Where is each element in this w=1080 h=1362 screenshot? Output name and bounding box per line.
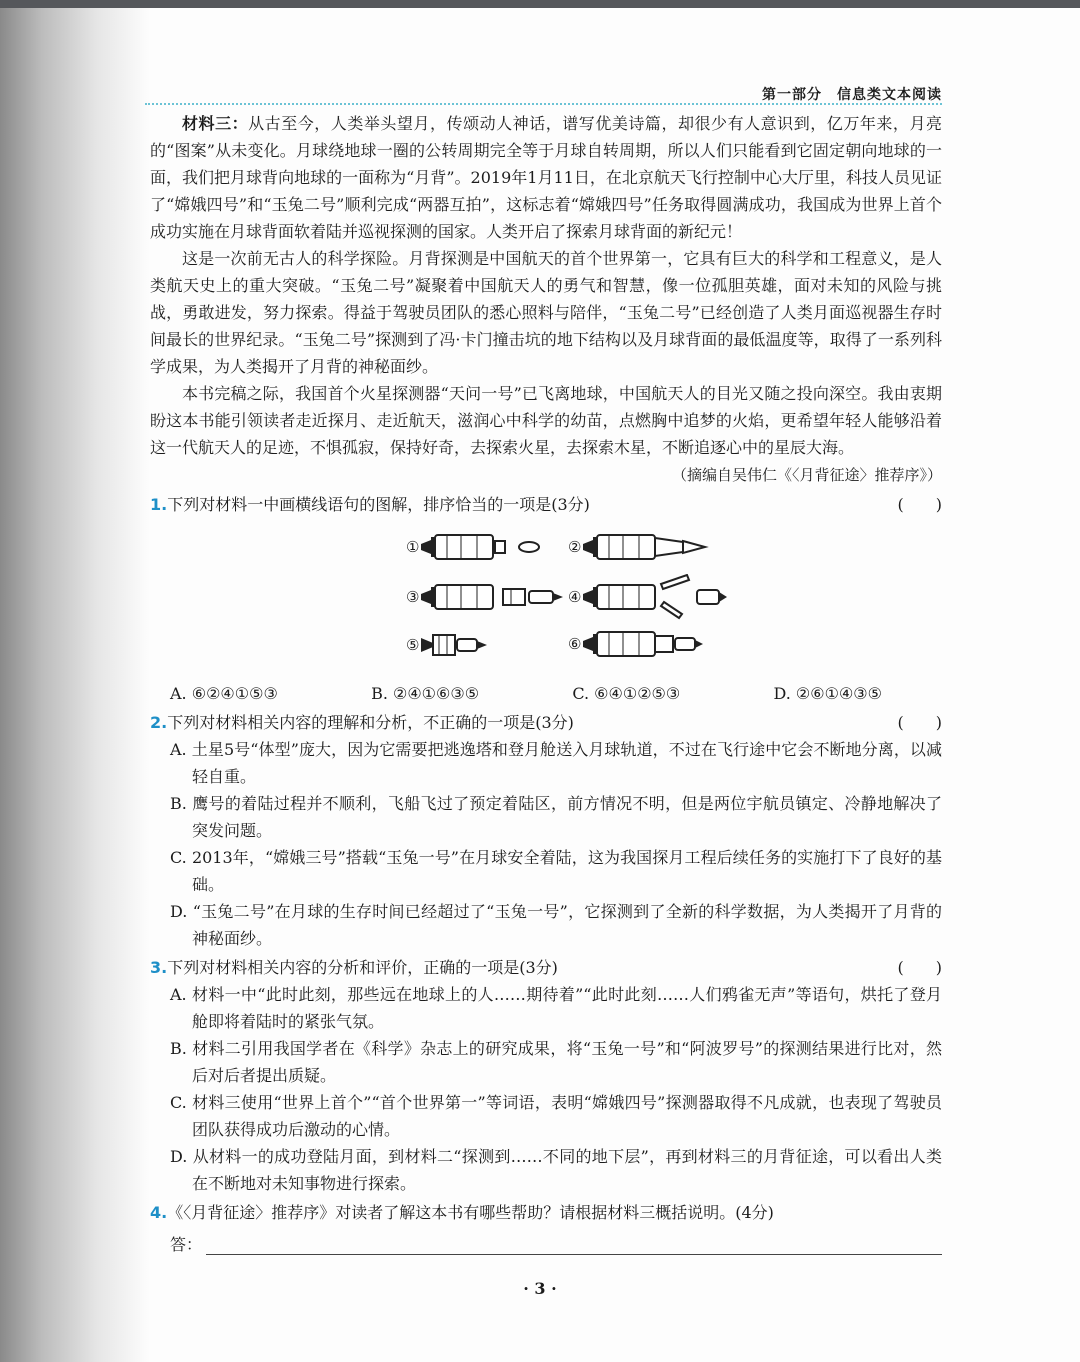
question-stem: 下列对材料一中画横线语句的图解，排序恰当的一项是(3分) [167,495,590,514]
question-2 [150,709,942,736]
answer-area[interactable] [150,1232,942,1255]
question-stem: 下列对材料相关内容的理解和分析，不正确的一项是(3分) [167,713,574,732]
option-d[interactable]: D. “玉兔二号”在月球的生存时间已经超过了“玉兔一号”，它探测到了全新的科学数据，为人类揭开了月背的神秘面纱。 [170,902,942,948]
option-d[interactable]: D. ②⑥①④③⑤ [773,684,882,703]
option-d[interactable]: D. 从材料一的成功登陆月面，到材料二“探测到……不同的地下层”，再到材料三的月背征途，可以看出人类在不断地对未知事物进行探索。 [170,1147,942,1193]
rocket-docked-icon [583,628,713,660]
answer-parentheses: ( ) [897,713,942,732]
header-divider [145,103,942,105]
section-header: 第一部分 信息类文本阅读 [762,87,942,103]
question-stem: 下列对材料相关内容的分析和评价，正确的一项是(3分) [167,958,558,977]
answer-parentheses: ( ) [897,495,942,514]
rocket-stage-diagram [356,524,736,674]
material3-label: 材料三： [182,114,249,133]
rocket-fairing-separation-icon [583,574,733,620]
option-a[interactable]: A. 土星5号“体型”庞大，因为它需要把逃逸塔和登月舱送入月球轨道，不过在飞行途中它会不断地分离，以减轻自重。 [170,740,942,786]
question-1 [150,491,942,518]
diagram-item-3: ③ [406,580,571,614]
lunar-module-icon [421,630,511,660]
material3-paragraph-1: 材料三：从古至今，人类举头望月，传颂动人神话，谱写优美诗篇，却很少有人意识到，亿万年来，月亮的“图案”从未变化。月球绕地球一圈的公转周期完全等于月球自转周期，所以人们只能看到它固定朝向地球的一面，我们把月球背向地球的一面称为“月背”。2019年1月11日，在北京航天飞行控制中心大厅里，科技人员见证了“嫦娥四号”和“玉兔二号”顺利完成“两器互拍”，这标志着“嫦娥四号”任务取得圆满成功，我国成为世界上首个成功实施在月球背面软着陆并巡视探测的国家。人类开启了探索月球背面的新纪元！ [150,114,942,241]
material3-paragraph-3: 本书完稿之际，我国首个火星探测器“天问一号”已飞离地球，中国航天人的目光又随之投向深空。我由衷期盼这本书能引领读者走近探月、走近航天，滋润心中科学的幼苗，点燃胸中追梦的火焰，更希望年轻人能够沿着这一代航天人的足迹，不惧孤寂，保持好奇，去探索火星，去探索木星，不断追逐心中的星辰大海。 [150,384,942,457]
option-c[interactable]: C. ⑥④①②⑤③ [572,684,681,703]
question-number: 2. [150,713,168,732]
question-stem: 《〈月背征途〉推荐序》对读者了解这本书有哪些帮助？请根据材料三概括说明。(4分) [167,1203,774,1222]
option-c[interactable]: C. 材料三使用“世界上首个”“首个世界第一”等词语，表明“嫦娥四号”探测器取得不凡成就，也表现了驾驶员团队获得成功后激动的心情。 [170,1093,942,1139]
material3-paragraph-2: 这是一次前无古人的科学探险。月背探测是中国航天的首个世界第一，它具有巨大的科学和工程意义，是人类航天史上的重大突破。“玉兔二号”凝聚着中国航天人的勇气和智慧，像一位孤胆英雄，面对未知的风险与挑战，勇敢进发，努力探索。得益于驾驶员团队的悉心照料与陪伴，“玉兔二号”已经创造了人类月面巡视器生存时间最长的世界纪录。“玉兔二号”探测到了冯·卡门撞击坑的地下结构以及月球背面的最低温度等，取得了一系列科学成果，为人类揭开了月背的神秘面纱。 [150,249,942,376]
question-number: 3. [150,958,168,977]
diagram-item-5: ⑤ [406,630,511,660]
question-4 [150,1199,942,1226]
rocket-full-icon [583,532,713,562]
option-b[interactable]: B. 鹰号的着陆过程并不顺利，飞船飞过了预定着陆区，前方情况不明，但是两位宇航员镇定、冷静地解决了突发问题。 [170,794,942,840]
option-b[interactable]: B. 材料二引用我国学者在《科学》杂志上的研究成果，将“玉兔一号”和“阿波罗号”的探测结果进行比对，然后对后者提出质疑。 [170,1039,942,1085]
answer-rule[interactable] [206,1234,942,1255]
option-a[interactable]: A. ⑥②④①⑤③ [170,684,278,703]
option-b[interactable]: B. ②④①⑥③⑤ [371,684,480,703]
source-citation: （摘编自吴伟仁《〈月背征途〉推荐序》） [671,466,942,484]
option-c[interactable]: C. 2013年，“嫦娥三号”搭载“玉兔一号”在月球安全着陆，这为我国探月工程后续任务的实施打下了良好的基础。 [170,848,942,894]
rocket-stage-icon [421,532,541,562]
page-content [150,110,942,1255]
question-number: 1. [150,495,168,514]
answer-parentheses: ( ) [897,958,942,977]
diagram-item-6: ⑥ [568,628,713,660]
option-a[interactable]: A. 材料一中“此时此刻，那些远在地球上的人……期待着”“此时此刻……人们鸦雀无声”等语句，烘托了登月舱即将着陆时的紧张气氛。 [170,985,942,1031]
diagram-item-4: ④ [568,574,733,620]
question-1-options [150,680,942,707]
question-3 [150,954,942,981]
top-dark-bar [0,0,1080,8]
question-number: 4. [150,1203,168,1222]
page-number: · 3 · [523,1279,557,1298]
page-gutter-shadow [0,8,150,1362]
diagram-item-2: ② [568,532,713,562]
answer-label: 答： [170,1235,203,1254]
rocket-separation-icon [421,580,571,614]
diagram-item-1: ① [406,532,541,562]
